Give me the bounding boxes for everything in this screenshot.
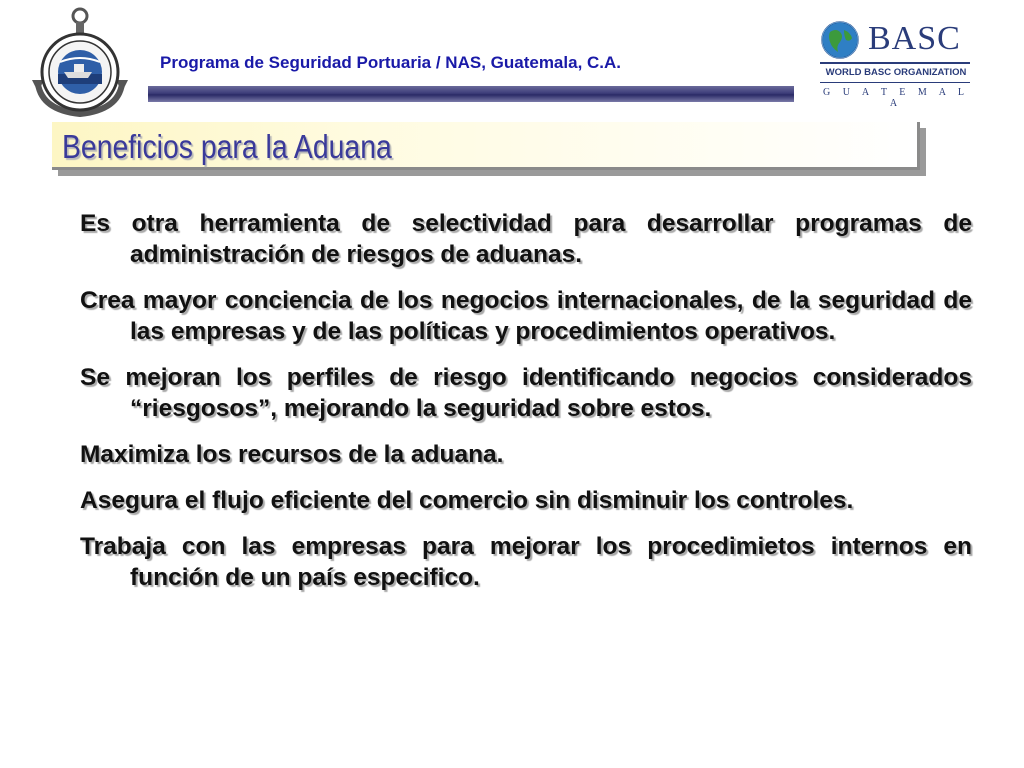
bullet-item: Asegura el flujo eficiente del comercio sin disminuir los controles. — [80, 487, 854, 514]
basc-wordmark: BASC — [868, 20, 961, 57]
basc-logo — [816, 14, 972, 109]
basc-divider — [820, 62, 970, 64]
bullet-item: Es otra herramienta de selectividad para desarrollar programas de administración de riesgos de aduanas. — [80, 210, 972, 268]
header-title: Programa de Seguridad Portuaria / NAS, Guatemala, C.A. — [160, 53, 622, 72]
header-divider-bar — [148, 86, 794, 102]
basc-country: G U A T E M A L A — [822, 87, 970, 109]
slide-title: Beneficios para la Aduana — [62, 128, 392, 165]
basc-divider — [820, 82, 970, 83]
bullet-list — [80, 208, 972, 608]
basc-organization: WORLD BASC ORGANIZATION — [825, 67, 967, 78]
bullet-item: Maximiza los recursos de la aduana. — [80, 441, 504, 468]
bullet-item: Crea mayor conciencia de los negocios internacionales, de la seguridad de las empresas y de las políticas y procedimientos operativos. — [80, 287, 972, 345]
globe-icon — [820, 20, 860, 60]
port-security-anchor-seal-icon — [30, 6, 130, 118]
bullet-item: Trabaja con las empresas para mejorar los procedimietos internos en función de un país especifico. — [80, 533, 972, 591]
bullet-item: Se mejoran los perfiles de riesgo identificando negocios considerados “riesgosos”, mejorando la seguridad sobre estos. — [80, 364, 972, 422]
